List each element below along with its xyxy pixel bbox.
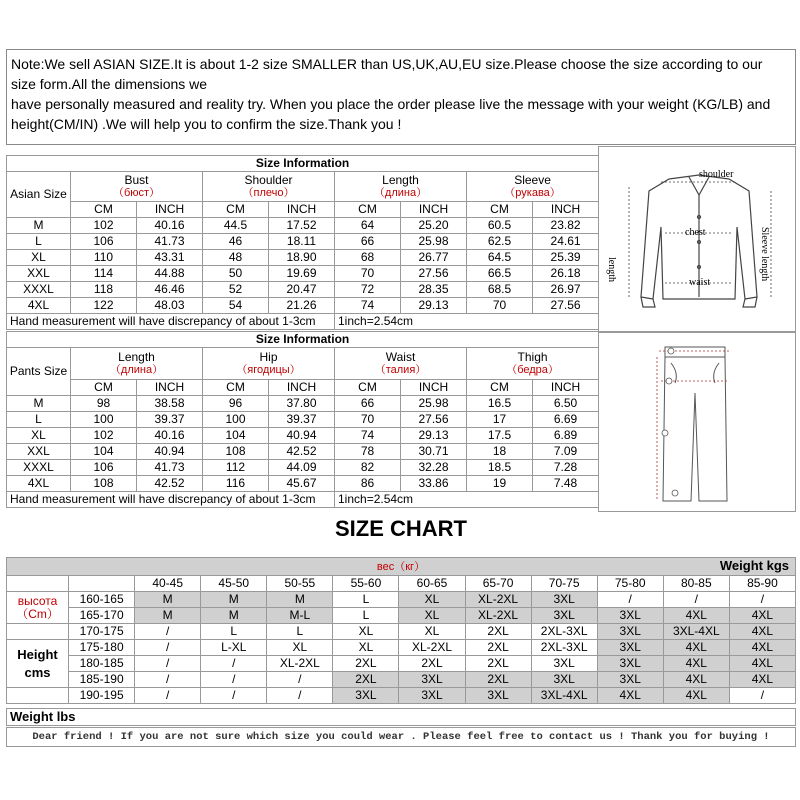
size-cell: L bbox=[7, 412, 71, 428]
table-row bbox=[7, 656, 796, 672]
shoulder-header: Shoulder （плечо） bbox=[203, 172, 335, 202]
size-cell: 4XL bbox=[663, 608, 729, 624]
size-cell: 2XL bbox=[399, 656, 465, 672]
weight-range: 45-50 bbox=[201, 576, 267, 592]
size-cell: 2XL bbox=[465, 624, 531, 640]
unit-header: CM bbox=[335, 202, 401, 218]
weight-height-chart bbox=[6, 557, 796, 704]
unit-header: INCH bbox=[401, 202, 467, 218]
unit-header: CM bbox=[335, 380, 401, 396]
value-cell: 25.98 bbox=[401, 396, 467, 412]
size-cell: XXL bbox=[7, 444, 71, 460]
value-cell: 44.5 bbox=[203, 218, 269, 234]
corner-cell bbox=[69, 576, 135, 592]
weight-kgs-label: Weight kgs bbox=[719, 558, 789, 573]
value-cell: 40.94 bbox=[137, 444, 203, 460]
weight-header-bar bbox=[7, 558, 796, 576]
table-row bbox=[7, 282, 599, 298]
blank-cell bbox=[7, 624, 69, 640]
weight-range: 75-80 bbox=[597, 576, 663, 592]
value-cell: 7.09 bbox=[533, 444, 599, 460]
asian-size-header: Asian Size bbox=[7, 172, 71, 218]
value-cell: 18.11 bbox=[269, 234, 335, 250]
size-cell: 3XL bbox=[597, 656, 663, 672]
value-cell: 48.03 bbox=[137, 298, 203, 314]
sleeve-header: Sleeve （рукава） bbox=[467, 172, 599, 202]
table-row bbox=[7, 266, 599, 282]
size-cell: 3XL bbox=[597, 624, 663, 640]
unit-header: INCH bbox=[533, 202, 599, 218]
size-cell: 4XL bbox=[729, 672, 795, 688]
value-cell: 27.56 bbox=[401, 412, 467, 428]
value-cell: 70 bbox=[335, 266, 401, 282]
value-cell: 17.52 bbox=[269, 218, 335, 234]
value-cell: 26.77 bbox=[401, 250, 467, 266]
value-cell: 45.67 bbox=[269, 476, 335, 492]
value-cell: 60.5 bbox=[467, 218, 533, 234]
unit-header: INCH bbox=[269, 202, 335, 218]
value-cell: 27.56 bbox=[533, 298, 599, 314]
value-cell: 98 bbox=[71, 396, 137, 412]
table-row bbox=[7, 412, 599, 428]
size-cell: XXXL bbox=[7, 282, 71, 298]
value-cell: 74 bbox=[335, 428, 401, 444]
value-cell: 44.09 bbox=[269, 460, 335, 476]
value-cell: 62.5 bbox=[467, 234, 533, 250]
size-cell: 4XL bbox=[663, 656, 729, 672]
weight-range: 80-85 bbox=[663, 576, 729, 592]
table-row bbox=[7, 688, 796, 704]
value-cell: 17.5 bbox=[467, 428, 533, 444]
units-row bbox=[7, 202, 599, 218]
size-cell: XL bbox=[7, 250, 71, 266]
value-cell: 26.18 bbox=[533, 266, 599, 282]
size-cell: L bbox=[267, 624, 333, 640]
size-cell: 2XL bbox=[465, 656, 531, 672]
shirt-size-table bbox=[6, 155, 599, 330]
value-cell: 40.16 bbox=[137, 218, 203, 234]
value-cell: 29.13 bbox=[401, 298, 467, 314]
value-cell: 18 bbox=[467, 444, 533, 460]
table-row bbox=[7, 476, 599, 492]
pants-table-title: Size Information bbox=[7, 332, 599, 348]
value-cell: 110 bbox=[71, 250, 137, 266]
size-cell: M bbox=[135, 592, 201, 608]
value-cell: 30.71 bbox=[401, 444, 467, 460]
size-cell: / bbox=[729, 592, 795, 608]
table-row bbox=[7, 298, 599, 314]
table-row bbox=[7, 428, 599, 444]
value-cell: 7.28 bbox=[533, 460, 599, 476]
value-cell: 40.16 bbox=[137, 428, 203, 444]
size-cell: XL bbox=[333, 624, 399, 640]
unit-header: CM bbox=[71, 380, 137, 396]
value-cell: 38.58 bbox=[137, 396, 203, 412]
value-cell: 52 bbox=[203, 282, 269, 298]
size-cell: M bbox=[7, 218, 71, 234]
pants-diagram bbox=[598, 332, 796, 512]
size-cell: / bbox=[663, 592, 729, 608]
size-cell: XL bbox=[333, 640, 399, 656]
value-cell: 17 bbox=[467, 412, 533, 428]
size-cell: 3XL bbox=[399, 688, 465, 704]
value-cell: 39.37 bbox=[269, 412, 335, 428]
shirt-diagram bbox=[598, 146, 796, 332]
table-row bbox=[7, 444, 599, 460]
size-cell: / bbox=[201, 672, 267, 688]
size-cell: / bbox=[135, 624, 201, 640]
value-cell: 21.26 bbox=[269, 298, 335, 314]
thigh-header: Thigh （бедра） bbox=[467, 348, 599, 380]
size-cell: / bbox=[201, 688, 267, 704]
size-cell: XL bbox=[7, 428, 71, 444]
size-cell: / bbox=[201, 656, 267, 672]
shirt-table-title: Size Information bbox=[7, 156, 599, 172]
height-cms-label: Height cms bbox=[7, 640, 69, 688]
pants-discrepancy: Hand measurement will have discrepancy of about 1-3cm bbox=[7, 492, 335, 508]
value-cell: 68.5 bbox=[467, 282, 533, 298]
size-cell: 3XL bbox=[399, 672, 465, 688]
table-row bbox=[7, 396, 599, 412]
value-cell: 28.35 bbox=[401, 282, 467, 298]
unit-header: INCH bbox=[533, 380, 599, 396]
size-cell: 4XL bbox=[597, 688, 663, 704]
size-cell: 2XL bbox=[465, 672, 531, 688]
value-cell: 42.52 bbox=[137, 476, 203, 492]
size-cell: 2XL bbox=[333, 672, 399, 688]
table-row bbox=[7, 218, 599, 234]
unit-header: CM bbox=[71, 202, 137, 218]
value-cell: 6.50 bbox=[533, 396, 599, 412]
unit-header: CM bbox=[467, 380, 533, 396]
value-cell: 29.13 bbox=[401, 428, 467, 444]
unit-header: INCH bbox=[137, 380, 203, 396]
size-cell: 3XL bbox=[597, 608, 663, 624]
pants-illustration bbox=[599, 333, 795, 511]
waist-header: Waist （талия） bbox=[335, 348, 467, 380]
size-cell: 4XL bbox=[729, 608, 795, 624]
value-cell: 54 bbox=[203, 298, 269, 314]
size-cell: 2XL bbox=[333, 656, 399, 672]
size-cell: 2XL-3XL bbox=[531, 624, 597, 640]
height-range: 165-170 bbox=[69, 608, 135, 624]
size-cell: / bbox=[267, 688, 333, 704]
value-cell: 68 bbox=[335, 250, 401, 266]
size-cell: XL bbox=[267, 640, 333, 656]
table-row bbox=[7, 608, 796, 624]
size-cell: / bbox=[135, 656, 201, 672]
value-cell: 108 bbox=[71, 476, 137, 492]
value-cell: 43.31 bbox=[137, 250, 203, 266]
size-cell: XL-2XL bbox=[465, 608, 531, 624]
size-cell: / bbox=[135, 688, 201, 704]
value-cell: 72 bbox=[335, 282, 401, 298]
size-cell: L bbox=[201, 624, 267, 640]
size-cell: L bbox=[7, 234, 71, 250]
size-cell: / bbox=[729, 688, 795, 704]
value-cell: 64 bbox=[335, 218, 401, 234]
weight-range: 50-55 bbox=[267, 576, 333, 592]
blank-cell bbox=[7, 688, 69, 704]
table-row bbox=[7, 592, 796, 608]
weight-range: 60-65 bbox=[399, 576, 465, 592]
value-cell: 114 bbox=[71, 266, 137, 282]
value-cell: 46.46 bbox=[137, 282, 203, 298]
size-cell: 4XL bbox=[7, 298, 71, 314]
length-label: length bbox=[606, 257, 617, 282]
value-cell: 40.94 bbox=[269, 428, 335, 444]
waist-label: waist bbox=[689, 277, 711, 288]
value-cell: 78 bbox=[335, 444, 401, 460]
value-cell: 50 bbox=[203, 266, 269, 282]
value-cell: 26.97 bbox=[533, 282, 599, 298]
shirt-discrepancy: Hand measurement will have discrepancy of about 1-3cm bbox=[7, 314, 335, 330]
value-cell: 18.90 bbox=[269, 250, 335, 266]
value-cell: 18.5 bbox=[467, 460, 533, 476]
value-cell: 66.5 bbox=[467, 266, 533, 282]
size-cell: 3XL bbox=[597, 640, 663, 656]
value-cell: 100 bbox=[203, 412, 269, 428]
value-cell: 66 bbox=[335, 396, 401, 412]
hip-header: Hip （ягодицы） bbox=[203, 348, 335, 380]
value-cell: 122 bbox=[71, 298, 137, 314]
pants-size-header: Pants Size bbox=[7, 348, 71, 396]
size-cell: 3XL bbox=[597, 672, 663, 688]
height-range: 185-190 bbox=[69, 672, 135, 688]
value-cell: 37.80 bbox=[269, 396, 335, 412]
size-cell: 3XL-4XL bbox=[531, 688, 597, 704]
value-cell: 70 bbox=[335, 412, 401, 428]
value-cell: 104 bbox=[71, 444, 137, 460]
size-cell: XL bbox=[399, 624, 465, 640]
pants-inch-note: 1inch=2.54cm bbox=[335, 492, 599, 508]
height-range: 180-185 bbox=[69, 656, 135, 672]
value-cell: 102 bbox=[71, 218, 137, 234]
value-cell: 96 bbox=[203, 396, 269, 412]
value-cell: 25.20 bbox=[401, 218, 467, 234]
value-cell: 6.89 bbox=[533, 428, 599, 444]
height-range: 175-180 bbox=[69, 640, 135, 656]
size-cell: 2XL-3XL bbox=[531, 640, 597, 656]
size-cell: 4XL bbox=[663, 640, 729, 656]
value-cell: 118 bbox=[71, 282, 137, 298]
value-cell: 16.5 bbox=[467, 396, 533, 412]
size-cell: 3XL bbox=[531, 672, 597, 688]
value-cell: 25.98 bbox=[401, 234, 467, 250]
size-cell: 4XL bbox=[663, 688, 729, 704]
size-cell: / bbox=[267, 672, 333, 688]
weights-row bbox=[7, 576, 796, 592]
size-cell: XXL bbox=[7, 266, 71, 282]
size-cell: XL-2XL bbox=[267, 656, 333, 672]
unit-header: CM bbox=[203, 202, 269, 218]
unit-header: INCH bbox=[401, 380, 467, 396]
value-cell: 44.88 bbox=[137, 266, 203, 282]
size-cell: L bbox=[333, 608, 399, 624]
weight-range: 65-70 bbox=[465, 576, 531, 592]
value-cell: 102 bbox=[71, 428, 137, 444]
size-cell: 3XL bbox=[465, 688, 531, 704]
value-cell: 42.52 bbox=[269, 444, 335, 460]
value-cell: 74 bbox=[335, 298, 401, 314]
table-row bbox=[7, 624, 796, 640]
unit-header: INCH bbox=[269, 380, 335, 396]
value-cell: 100 bbox=[71, 412, 137, 428]
table-row bbox=[7, 640, 796, 656]
value-cell: 23.82 bbox=[533, 218, 599, 234]
pants-size-table bbox=[6, 331, 599, 508]
value-cell: 48 bbox=[203, 250, 269, 266]
value-cell: 106 bbox=[71, 460, 137, 476]
weight-range: 85-90 bbox=[729, 576, 795, 592]
unit-header: CM bbox=[467, 202, 533, 218]
value-cell: 106 bbox=[71, 234, 137, 250]
value-cell: 25.39 bbox=[533, 250, 599, 266]
value-cell: 112 bbox=[203, 460, 269, 476]
size-cell: M bbox=[201, 592, 267, 608]
size-cell: 2XL bbox=[465, 640, 531, 656]
size-cell: / bbox=[135, 672, 201, 688]
size-cell: 3XL-4XL bbox=[663, 624, 729, 640]
value-cell: 41.73 bbox=[137, 234, 203, 250]
value-cell: 6.69 bbox=[533, 412, 599, 428]
bust-header: Bust （бюст） bbox=[71, 172, 203, 202]
height-range: 190-195 bbox=[69, 688, 135, 704]
value-cell: 32.28 bbox=[401, 460, 467, 476]
size-cell: / bbox=[135, 640, 201, 656]
unit-header: CM bbox=[203, 380, 269, 396]
table-row bbox=[7, 234, 599, 250]
value-cell: 33.86 bbox=[401, 476, 467, 492]
footer-message: Dear friend ! If you are not sure which size you could wear . Please feel free to contact us ! Thank you for buying ! bbox=[6, 727, 796, 747]
table-row bbox=[7, 250, 599, 266]
shoulder-label: shoulder bbox=[699, 169, 734, 180]
value-cell: 19.69 bbox=[269, 266, 335, 282]
sleeve-length-label: Sleeve length bbox=[759, 227, 770, 282]
size-note: Note:We sell ASIAN SIZE.It is about 1-2 size SMALLER than US,UK,AU,EU size.Please choose the size according to our size form.All the dimensions we have personally measured and reality try. When you place the order please live the message with your weight (KG/LB) and height(CM/IN) .We will help you to confirm the size.Thank you ! bbox=[6, 49, 796, 145]
size-cell: 3XL bbox=[531, 656, 597, 672]
unit-header: INCH bbox=[137, 202, 203, 218]
size-cell: M bbox=[267, 592, 333, 608]
height-range: 170-175 bbox=[69, 624, 135, 640]
value-cell: 39.37 bbox=[137, 412, 203, 428]
value-cell: 86 bbox=[335, 476, 401, 492]
value-cell: 108 bbox=[203, 444, 269, 460]
height-range: 160-165 bbox=[69, 592, 135, 608]
size-cell: XL bbox=[399, 608, 465, 624]
shirt-inch-note: 1inch=2.54cm bbox=[335, 314, 599, 330]
pants-length-header: Length （длина） bbox=[71, 348, 203, 380]
size-cell: 4XL bbox=[7, 476, 71, 492]
size-cell: XXXL bbox=[7, 460, 71, 476]
size-cell: L bbox=[333, 592, 399, 608]
corner-cell bbox=[7, 576, 69, 592]
value-cell: 70 bbox=[467, 298, 533, 314]
size-cell: XL bbox=[399, 592, 465, 608]
value-cell: 20.47 bbox=[269, 282, 335, 298]
value-cell: 82 bbox=[335, 460, 401, 476]
value-cell: 46 bbox=[203, 234, 269, 250]
table-row bbox=[7, 460, 599, 476]
size-chart-title: SIZE CHART bbox=[335, 516, 467, 541]
weight-lbs-label: Weight lbs bbox=[6, 708, 796, 726]
size-cell: XL-2XL bbox=[465, 592, 531, 608]
size-cell: 4XL bbox=[729, 624, 795, 640]
size-cell: 4XL bbox=[663, 672, 729, 688]
size-cell: 4XL bbox=[729, 640, 795, 656]
chest-label: chest bbox=[685, 227, 706, 238]
size-cell: 3XL bbox=[531, 592, 597, 608]
size-cell: 3XL bbox=[531, 608, 597, 624]
weight-range: 70-75 bbox=[531, 576, 597, 592]
value-cell: 104 bbox=[203, 428, 269, 444]
weight-range: 40-45 bbox=[135, 576, 201, 592]
size-cell: XL-2XL bbox=[399, 640, 465, 656]
size-cell: 3XL bbox=[333, 688, 399, 704]
height-ru-label: высота（Cm） bbox=[7, 592, 69, 624]
size-cell: 4XL bbox=[729, 656, 795, 672]
size-cell: M bbox=[201, 608, 267, 624]
value-cell: 66 bbox=[335, 234, 401, 250]
value-cell: 41.73 bbox=[137, 460, 203, 476]
weight-ru-label: вес（кг） bbox=[376, 560, 426, 573]
value-cell: 19 bbox=[467, 476, 533, 492]
length-header: Length （длина） bbox=[335, 172, 467, 202]
value-cell: 116 bbox=[203, 476, 269, 492]
units-row bbox=[7, 380, 599, 396]
size-cell: / bbox=[597, 592, 663, 608]
weight-range: 55-60 bbox=[333, 576, 399, 592]
value-cell: 64.5 bbox=[467, 250, 533, 266]
size-cell: L-XL bbox=[201, 640, 267, 656]
value-cell: 7.48 bbox=[533, 476, 599, 492]
size-cell: M-L bbox=[267, 608, 333, 624]
value-cell: 27.56 bbox=[401, 266, 467, 282]
table-row bbox=[7, 672, 796, 688]
size-cell: M bbox=[135, 608, 201, 624]
value-cell: 24.61 bbox=[533, 234, 599, 250]
size-cell: M bbox=[7, 396, 71, 412]
